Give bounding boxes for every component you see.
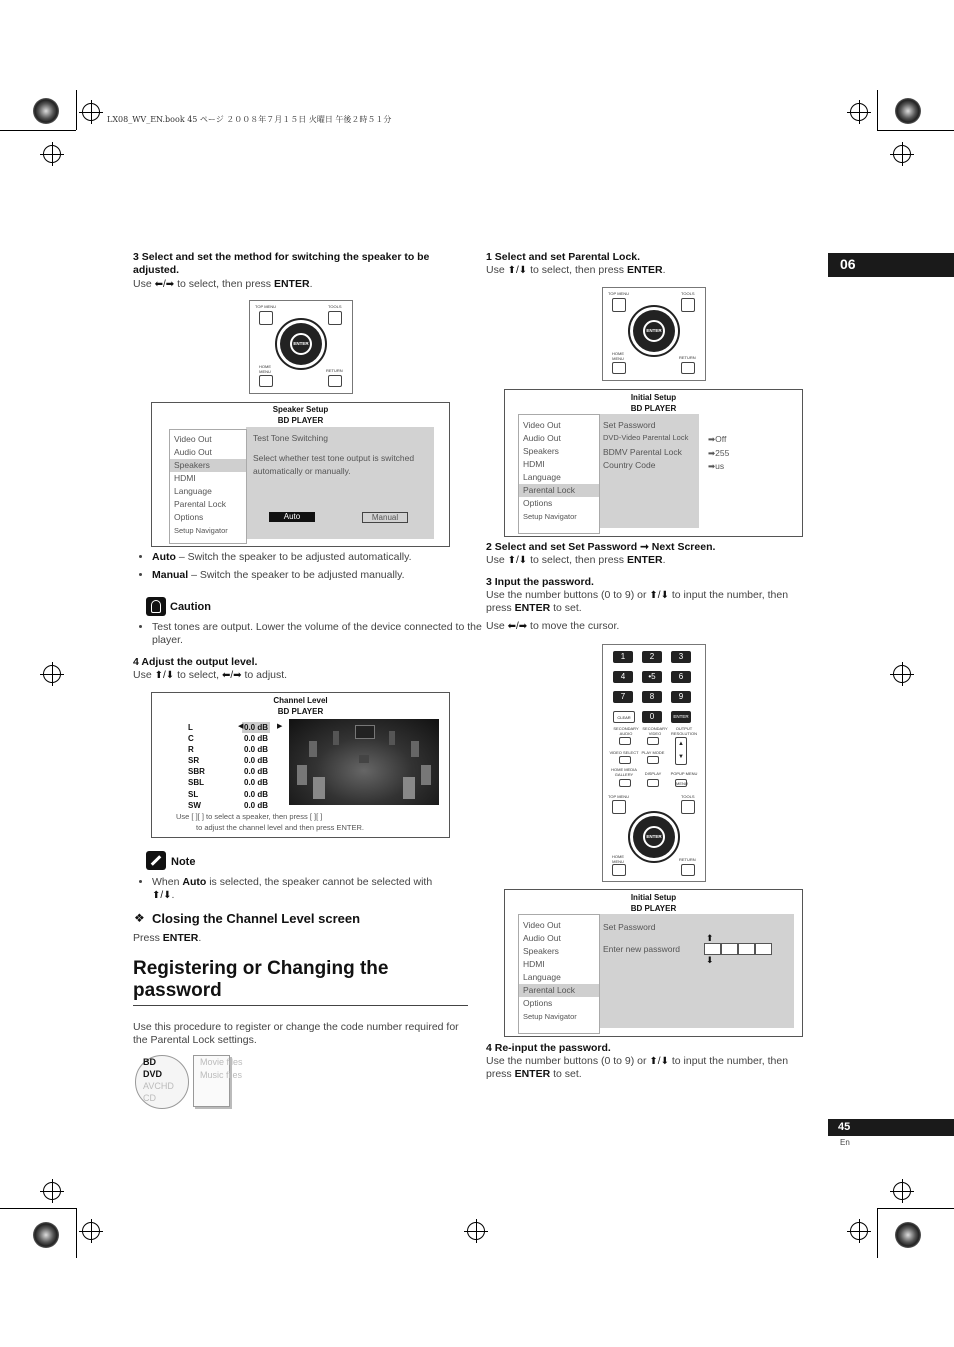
display-button (647, 779, 659, 787)
return-label: RETURN (679, 857, 696, 862)
menu-item-setup-navigator[interactable]: Setup Navigator (523, 512, 577, 521)
speaker-room-image (289, 719, 439, 805)
cursor-instruction: Use ⬅/➡ to move the cursor. (486, 620, 620, 632)
screen-subtitle: BD PLAYER (630, 904, 677, 913)
remote-illustration (602, 287, 706, 381)
number-button-8: 8 (642, 691, 662, 703)
screen-subtitle: BD PLAYER (630, 404, 677, 413)
step3-title: 3 Select and set the method for switching the speaker to be adjusted. (133, 251, 430, 276)
option-bullets (133, 551, 487, 587)
set-password-screen (504, 889, 803, 1037)
bullet-auto: • Auto – Switch the speaker to be adjusted automatically. (152, 551, 487, 564)
channel-level-value[interactable]: 0.0 dB (244, 789, 269, 799)
top-menu-button (612, 298, 626, 312)
settings-panel (246, 427, 434, 539)
top-menu-button (259, 311, 273, 325)
menu-item-video-out[interactable]: Video Out (523, 420, 561, 430)
password-digit-field[interactable] (755, 943, 772, 955)
left-right-arrows-icon: ⬅/➡ (222, 670, 242, 681)
play-mode-label: PLAY MODE (641, 750, 665, 755)
channel-name: R (188, 745, 194, 755)
channel-name: SBR (188, 767, 205, 777)
caution-title: Caution (170, 601, 211, 613)
speaker-icon (411, 741, 419, 757)
top-menu-label: TOP MENU (608, 291, 629, 296)
setting-dvd-parental-lock[interactable]: DVD-Video Parental Lock (603, 433, 689, 442)
auto-option[interactable]: Auto (269, 512, 315, 522)
home-menu-button (259, 375, 273, 387)
screen-subtitle: BD PLAYER (277, 707, 324, 716)
up-down-arrows-icon: ⬆/⬇ (507, 555, 528, 566)
channel-name: L (188, 723, 193, 732)
menu-item-parental-lock[interactable]: Parental Lock (519, 484, 599, 497)
channel-name: SL (188, 789, 199, 799)
return-button (681, 362, 695, 374)
number-button-4: 4 (613, 671, 633, 683)
up-down-arrows-icon: ⬆/⬇ (649, 1056, 669, 1067)
number-button-2: 2 (642, 651, 662, 663)
crop-mark (877, 90, 878, 130)
home-menu-label: HOME MENU (259, 364, 271, 374)
menu-item-language[interactable]: Language (523, 972, 561, 982)
note-title: Note (171, 856, 196, 868)
screen-subtitle: BD PLAYER (277, 416, 324, 425)
menu-item-options[interactable]: Options (174, 512, 204, 522)
up-down-arrows-icon: ⬆/⬇ (507, 265, 528, 276)
value-arrow-icon: ➡ (708, 447, 716, 458)
initial-setup-screen (504, 389, 803, 537)
main-heading-line2: password (133, 980, 222, 1001)
panel-title: Set Password (603, 922, 656, 932)
menu-item-hdmi[interactable]: HDMI (523, 459, 545, 469)
menu-item-speakers[interactable]: Speakers (523, 946, 559, 956)
home-menu-label: HOME MENU (612, 854, 624, 864)
setup-menu (518, 914, 600, 1034)
return-label: RETURN (679, 355, 696, 360)
home-menu-button (612, 864, 626, 876)
clear-button: CLEAR (613, 711, 635, 723)
channel-levels (244, 722, 270, 811)
registration-mark (43, 1182, 61, 1200)
screen-title: Channel Level (273, 696, 328, 705)
secondary-video-button (647, 737, 659, 745)
menu-item-hdmi[interactable]: HDMI (174, 473, 196, 483)
closing-section-title: Closing the Channel Level screen (152, 911, 361, 926)
home-menu-label: HOME MENU (612, 351, 624, 361)
channel-name: SW (188, 800, 201, 810)
home-media-gallery-label: HOME MEDIA GALLERY (611, 767, 637, 777)
setting-set-password[interactable]: Set Password (603, 420, 656, 430)
decrement-arrow-icon: ⬇ (706, 955, 714, 965)
setting-bdmv-parental-lock[interactable]: BDMV Parental Lock (603, 447, 682, 457)
crop-mark (877, 1208, 954, 1209)
screen-title: Initial Setup (630, 393, 677, 402)
speaker-icon (309, 741, 317, 757)
menu-item-parental-lock[interactable]: Parental Lock (174, 499, 226, 509)
tv-icon (355, 725, 375, 739)
section-diamond-icon: ❖ (134, 911, 145, 925)
tools-label: TOOLS (328, 304, 342, 309)
tools-label: TOOLS (681, 794, 695, 799)
menu-item-audio-out[interactable]: Audio Out (523, 433, 561, 443)
manual-option[interactable]: Manual (362, 512, 408, 523)
registration-mark (43, 665, 61, 683)
chapter-tab: 06 (828, 253, 954, 277)
menu-item-audio-out[interactable]: Audio Out (523, 933, 561, 943)
menu-item-audio-out[interactable]: Audio Out (174, 447, 212, 457)
return-button (328, 375, 342, 387)
disc-types: BD DVD AVCHD CD (143, 1057, 174, 1103)
channel-name: SR (188, 756, 200, 766)
number-button-9: 9 (671, 691, 691, 703)
menu-item-speakers[interactable]: Speakers (170, 459, 246, 472)
main-heading (133, 958, 468, 1002)
registration-mark (850, 1222, 868, 1240)
channel-level-value[interactable]: 0.0 dB (244, 734, 269, 744)
tools-button (681, 298, 695, 312)
secondary-audio-button (619, 737, 631, 745)
listener-icon (359, 755, 369, 763)
top-menu-label: TOP MENU (255, 304, 276, 309)
value-arrow-icon: ➡ (708, 461, 716, 471)
home-media-gallery-button (619, 779, 631, 787)
channel-names (188, 722, 205, 811)
speaker-icon (421, 765, 431, 785)
return-label: RETURN (326, 368, 343, 373)
channel-level-value[interactable]: 0.0 dB (244, 767, 269, 777)
step1-title: 1 Select and set Parental Lock. (486, 251, 641, 263)
speaker-icon (297, 765, 307, 785)
registration-circle (33, 98, 59, 124)
menu-item-options[interactable]: Options (523, 498, 553, 508)
increment-arrow-icon: ⬆ (706, 933, 714, 943)
number-button-6: 6 (671, 671, 691, 683)
step2-title: 2 Select and set Set Password ➞ Next Screen. (486, 541, 716, 553)
tools-button (328, 311, 342, 325)
menu-item-language[interactable]: Language (174, 486, 212, 496)
remote-illustration-full (602, 644, 706, 882)
channel-name: C (188, 734, 194, 744)
step4-instruction: Use the number buttons (0 to 9) or ⬆/⬇ to input the number, then press ENTER to set. (486, 1055, 789, 1080)
intro-paragraph: Use this procedure to register or change the code number required for the Parental Lock settings. (133, 1021, 459, 1046)
setup-menu (518, 414, 600, 534)
channel-level-value[interactable]: 0.0 dB (244, 800, 269, 810)
screen-title: Initial Setup (630, 893, 677, 902)
menu-item-setup-navigator[interactable]: Setup Navigator (174, 526, 228, 535)
step3-instruction: Use ⬅/➡ to select, then press ENTER. (133, 278, 313, 290)
caution-text: • Test tones are output. Lower the volume of the device connected to the player. (152, 621, 492, 647)
registration-mark (82, 103, 100, 121)
step1-instruction: Use ⬆/⬇ to select, then press ENTER. (486, 264, 666, 276)
step4-instruction: Use ⬆/⬇ to select, ⬅/➡ to adjust. (133, 669, 288, 681)
step4-title: 4 Re-input the password. (486, 1042, 611, 1054)
settings-panel (598, 914, 794, 1028)
play-mode-button (647, 756, 659, 764)
registration-mark (82, 1222, 100, 1240)
enter-button: ENTER (643, 320, 665, 342)
level-right-arrow-icon: ▶ (277, 723, 283, 730)
menu-item-speakers[interactable]: Speakers (523, 446, 559, 456)
menu-item-video-out[interactable]: Video Out (174, 434, 212, 444)
crop-mark (76, 90, 77, 130)
level-left-arrow-icon: ◀ (238, 723, 244, 730)
direction-pad (628, 305, 680, 357)
enter-button: ENTER (643, 826, 665, 848)
secondary-audio-label: SECONDARY AUDIO (613, 726, 639, 736)
step4-title: 4 Adjust the output level. (133, 656, 258, 668)
language-code: En (840, 1138, 850, 1147)
tools-button (681, 800, 695, 814)
channel-level-value[interactable]: 0.0 dB (244, 745, 269, 755)
password-prompt: Enter new password (603, 944, 681, 954)
channel-level-footer: Use [ ][ ] to select a speaker, then press [ ][ ] to adjust the channel level and then press ENTER. (176, 812, 365, 832)
caution-bullets (133, 621, 492, 652)
password-digit-field[interactable] (738, 943, 755, 955)
menu-item-parental-lock[interactable]: Parental Lock (519, 984, 599, 997)
registration-mark (893, 1182, 911, 1200)
registration-mark (467, 1222, 485, 1240)
registration-circle (895, 98, 921, 124)
menu-item-language[interactable]: Language (523, 472, 561, 482)
heading-rule (133, 1005, 468, 1006)
password-digit-field[interactable] (721, 943, 738, 955)
crop-mark (0, 1208, 76, 1209)
menu-item-video-out[interactable]: Video Out (523, 920, 561, 930)
top-menu-label: TOP MENU (608, 794, 629, 799)
step3-title: 3 Input the password. (486, 576, 594, 588)
note-text: • When Auto is selected, the speaker cannot be selected with ⬆/⬇. (152, 876, 487, 902)
setup-menu (169, 429, 247, 544)
up-down-arrows-icon: ⬆/⬇ (154, 670, 175, 681)
registration-mark (893, 145, 911, 163)
number-button-5: •5 (642, 671, 662, 683)
tools-label: TOOLS (681, 291, 695, 296)
password-digit-field[interactable] (704, 943, 721, 955)
bullet-manual: • Manual – Switch the speaker to be adjusted manually. (152, 569, 487, 582)
channel-level-value[interactable]: 0.0 dB (244, 778, 269, 788)
note-pencil-icon (146, 851, 166, 870)
left-right-arrows-icon: ⬅/➡ (507, 621, 528, 632)
caution-hand-icon (146, 597, 166, 616)
registration-mark (43, 145, 61, 163)
note-bullets (133, 876, 487, 907)
speaker-setup-screen (151, 402, 450, 547)
settings-panel (598, 414, 699, 528)
panel-description: Select whether test tone output is switched automatically or manually. (253, 453, 415, 476)
number-button-7: 7 (613, 691, 633, 703)
remote-illustration (249, 300, 353, 394)
page-number-tab: 45 (828, 1119, 954, 1136)
speaker-icon (313, 777, 325, 799)
registration-circle (33, 1222, 59, 1248)
top-menu-button (612, 800, 626, 814)
main-heading-line1: Registering or Changing the (133, 958, 389, 979)
popup-menu-button: MENU (676, 781, 688, 786)
secondary-video-label: SECONDARY VIDEO (642, 726, 668, 736)
number-button-1: 1 (613, 651, 633, 663)
number-button-0: 0 (642, 711, 662, 723)
crop-mark (877, 1208, 878, 1258)
number-pad (612, 651, 700, 711)
crop-mark (0, 130, 76, 131)
left-right-arrows-icon: ⬅/➡ (154, 279, 175, 290)
crop-mark (76, 1208, 77, 1258)
video-select-button (619, 756, 631, 764)
step3-instruction: Use the number buttons (0 to 9) or ⬆/⬇ to input the number, then press ENTER to set. (486, 589, 789, 614)
display-label: DISPLAY (644, 771, 662, 776)
video-select-label: VIDEO SELECT (609, 750, 639, 755)
speaker-icon (389, 731, 395, 745)
up-down-arrows-icon: ⬆/⬇ (152, 890, 172, 901)
step2-instruction: Use ⬆/⬇ to select, then press ENTER. (486, 554, 666, 566)
screen-title: Speaker Setup (272, 405, 329, 414)
return-button (681, 864, 695, 876)
menu-item-hdmi[interactable]: HDMI (523, 959, 545, 969)
output-resolution-label: OUTPUT RESOLUTION (670, 726, 697, 736)
popup-menu-label: POPUP MENU (670, 771, 698, 776)
setting-country-code[interactable]: Country Code (603, 460, 656, 470)
value-arrow-icon: ➡ (708, 434, 716, 444)
menu-item-setup-navigator[interactable]: Setup Navigator (523, 1012, 577, 1021)
enter-key: ENTER (671, 711, 691, 723)
setting-values: ➡Off ➡255 ➡us (708, 434, 730, 471)
direction-pad (275, 318, 327, 370)
registration-circle (895, 1222, 921, 1248)
resolution-rocker: ▲ ▼ (675, 737, 687, 765)
channel-name: SBL (188, 778, 204, 788)
closing-instruction: Press ENTER. (133, 932, 202, 944)
speaker-icon (333, 731, 339, 745)
channel-level-value[interactable]: 0.0 dB (244, 723, 269, 732)
channel-level-value[interactable]: 0.0 dB (244, 756, 269, 766)
panel-title: Test Tone Switching (253, 433, 328, 443)
file-types: Movie files Music files (200, 1057, 243, 1080)
enter-button: ENTER (290, 333, 312, 355)
direction-pad (628, 811, 680, 863)
file-note: LX08_WV_EN.book 45 ページ ２００８年７月１５日 火曜日 午後２時５１分 (107, 115, 392, 124)
crop-mark (877, 130, 954, 131)
menu-item-options[interactable]: Options (523, 998, 553, 1008)
speaker-icon (403, 777, 415, 799)
registration-mark (893, 665, 911, 683)
registration-mark (850, 103, 868, 121)
channel-level-screen (151, 692, 450, 838)
home-menu-button (612, 362, 626, 374)
up-down-arrows-icon: ⬆/⬇ (649, 590, 669, 601)
number-button-3: 3 (671, 651, 691, 663)
